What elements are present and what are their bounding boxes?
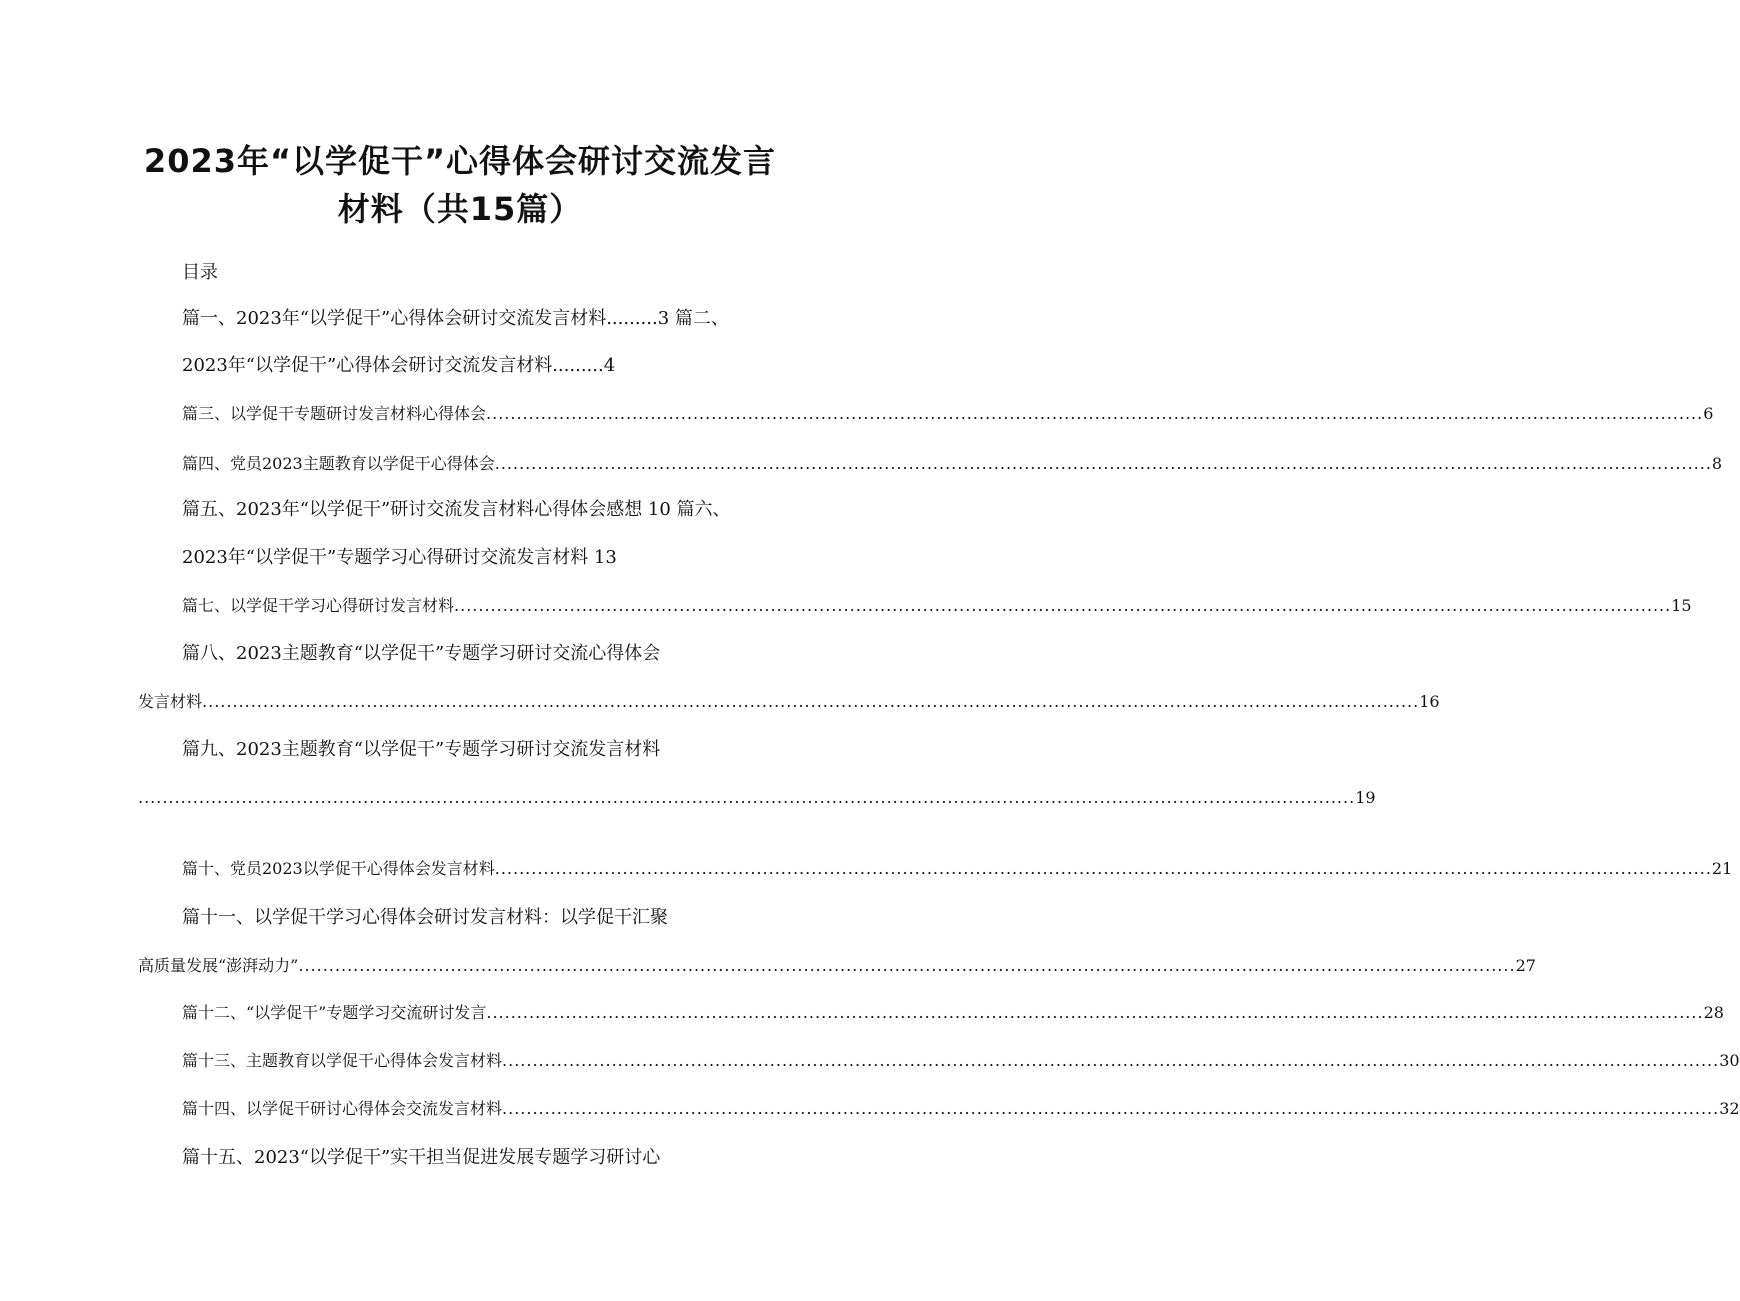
toc-entry-text: 篇四、党员2023主题教育以学促干心得体会 (182, 454, 495, 473)
toc-line-6: 2023年“以学促干”专题学习心得研讨交流发言材料 13 (182, 547, 617, 568)
toc-page-number: 21 (1711, 859, 1733, 878)
toc-entry-4 (182, 451, 1723, 474)
toc-line-1: 篇一、2023年“以学促干”心得体会研讨交流发言材料.........3 篇二、 (182, 308, 729, 329)
toc-entry-7 (182, 593, 1692, 616)
toc-leader-dots: ........................................................................................................................................................................................................ (502, 1051, 1720, 1070)
toc-entry-text: 篇三、以学促干专题研讨发言材料心得体会 (182, 404, 487, 423)
toc-leader-dots: ........................................................................................................................................................................................................ (202, 692, 1420, 711)
toc-entry-3 (182, 401, 1714, 424)
toc-page-number: 16 (1419, 692, 1440, 711)
toc-leader-dots: ........................................................................................................................................................................................................ (494, 859, 1712, 878)
toc-line-8: 篇八、2023主题教育“以学促干”专题学习研讨交流心得体会 (182, 643, 661, 664)
toc-leader-dots: ........................................................................................................................................................................................................ (298, 956, 1516, 975)
toc-entry-11-cont (138, 953, 1536, 976)
toc-entry-text: 篇十二、“以学促干”专题学习交流研讨发言 (182, 1003, 487, 1022)
toc-leader-dots: ........................................................................................................................................................................................................ (454, 596, 1672, 615)
toc-entry-text: 发言材料 (138, 692, 203, 711)
toc-entry-14 (182, 1096, 1740, 1119)
document-title-line-1: 2023年“以学促干”心得体会研讨交流发言 (143, 142, 777, 180)
toc-line-5: 篇五、2023年“以学促干”研讨交流发言材料心得体会感想 10 篇六、 (182, 499, 731, 520)
toc-entry-8-cont (138, 689, 1440, 712)
toc-leader-dots: ........................................................................................................................................................................................................ (502, 1099, 1720, 1118)
toc-entry-text: 篇十、党员2023以学促干心得体会发言材料 (182, 859, 495, 878)
toc-page-number: 30 (1719, 1051, 1740, 1070)
toc-leader-dots: ........................................................................................................................................................................................................ (486, 404, 1704, 423)
toc-entry-10 (182, 856, 1733, 879)
toc-leader-dots: ........................................................................................................................................................................................................ (486, 1003, 1704, 1022)
toc-line-2: 2023年“以学促干”心得体会研讨交流发言材料.........4 (182, 355, 616, 376)
toc-page-number: 8 (1711, 454, 1723, 473)
toc-line-11: 篇十一、以学促干学习心得体会研讨发言材料：以学促干汇聚 (182, 907, 668, 928)
document-title-line-2: 材料（共15篇） (337, 190, 583, 228)
toc-leader-dots: ........................................................................................................................................................................................................ (138, 788, 1356, 807)
toc-entry-13 (182, 1048, 1740, 1071)
toc-page-number: 28 (1703, 1003, 1724, 1022)
toc-entry-text: 篇七、以学促干学习心得研讨发言材料 (182, 596, 455, 615)
toc-entry-9-cont (138, 788, 1376, 807)
toc-line-15: 篇十五、2023“以学促干”实干担当促进发展专题学习研讨心 (182, 1147, 661, 1168)
toc-heading: 目录 (182, 262, 218, 283)
toc-page-number: 6 (1703, 404, 1714, 423)
toc-page-number: 32 (1719, 1099, 1740, 1118)
toc-entry-12 (182, 1000, 1724, 1023)
toc-entry-text: 篇十四、以学促干研讨心得体会交流发言材料 (182, 1099, 503, 1118)
toc-entry-text: 高质量发展“澎湃动力” (138, 956, 299, 975)
toc-page-number: 19 (1355, 788, 1376, 807)
toc-entry-text: 篇十三、主题教育以学促干心得体会发言材料 (182, 1051, 503, 1070)
toc-leader-dots: ........................................................................................................................................................................................................ (494, 454, 1712, 473)
toc-page-number: 15 (1671, 596, 1692, 615)
toc-page-number: 27 (1515, 956, 1536, 975)
toc-line-9: 篇九、2023主题教育“以学促干”专题学习研讨交流发言材料 (182, 739, 661, 760)
